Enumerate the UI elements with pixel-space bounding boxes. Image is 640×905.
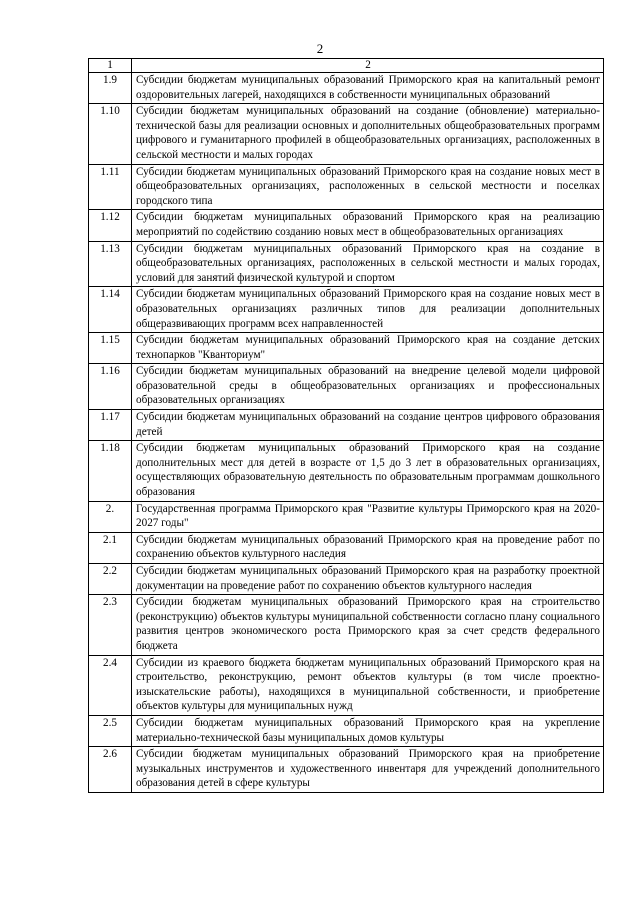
row-number: 1.14 [89, 287, 132, 333]
table-row [89, 441, 604, 501]
row-description: Субсидии бюджетам муниципальных образований на внедрение целевой модели цифровой образовательной среды в общеобразовательных организациях и профессиональных образовательных организациях [132, 364, 604, 410]
table-row [89, 164, 604, 210]
row-number: 2.1 [89, 532, 132, 563]
table-row [89, 715, 604, 746]
table-row [89, 364, 604, 410]
row-description: Субсидии бюджетам муниципальных образований Приморского края на разработку проектной документации на проведение работ по сохранению объектов культурного наследия [132, 564, 604, 595]
row-description: Субсидии бюджетам муниципальных образований на создание (обновление) материально-технической базы для реализации основных и дополнительных общеобразовательных программ цифрового и гуманитарного профилей в общеобразовательных организациях, расположенных в сельской местности и малых городах [132, 104, 604, 164]
row-description: Субсидии бюджетам муниципальных образований Приморского края на создание новых мест в общеобразовательных организациях, расположенных в сельской местности и поселках городского типа [132, 164, 604, 210]
table-row [89, 333, 604, 364]
row-number: 1.13 [89, 241, 132, 287]
column-header-1: 1 [89, 59, 132, 73]
row-number: 2.5 [89, 715, 132, 746]
row-number: 2.6 [89, 747, 132, 793]
row-description: Субсидии бюджетам муниципальных образований на создание центров цифрового образования детей [132, 410, 604, 441]
row-number: 2.3 [89, 595, 132, 655]
table-header-row [89, 59, 604, 73]
subsidies-table [88, 58, 604, 793]
page-number: 2 [316, 41, 324, 56]
table-row [89, 104, 604, 164]
row-number: 1.15 [89, 333, 132, 364]
row-description: Субсидии бюджетам муниципальных образований Приморского края на капитальный ремонт оздоровительных лагерей, находящихся в собственности муниципальных образований [132, 73, 604, 104]
row-number: 1.18 [89, 441, 132, 501]
row-number: 1.16 [89, 364, 132, 410]
row-number: 2. [89, 501, 132, 532]
table-row [89, 287, 604, 333]
row-description: Субсидии бюджетам муниципальных образований Приморского края на реализацию мероприятий по содействию созданию новых мест в общеобразовательных организациях [132, 210, 604, 241]
row-description: Субсидии бюджетам муниципальных образований Приморского края на создание в общеобразовательных организациях, расположенных в сельской местности и малых городах, условий для занятий физической культурой и спортом [132, 241, 604, 287]
row-description: Субсидии бюджетам муниципальных образований Приморского края на создание детских технопарков "Кванториум" [132, 333, 604, 364]
table-row [89, 655, 604, 715]
table-row [89, 595, 604, 655]
table-row [89, 501, 604, 532]
table-row [89, 532, 604, 563]
row-description: Субсидии бюджетам муниципальных образований Приморского края на приобретение музыкальных инструментов и художественного инвентаря для учреждений дополнительного образования детей в сфере культуры [132, 747, 604, 793]
table-row [89, 241, 604, 287]
row-description: Государственная программа Приморского края "Развитие культуры Приморского края на 2020-2027 годы" [132, 501, 604, 532]
row-number: 1.9 [89, 73, 132, 104]
row-number: 1.12 [89, 210, 132, 241]
table-row [89, 564, 604, 595]
row-number: 1.17 [89, 410, 132, 441]
row-number: 2.4 [89, 655, 132, 715]
table-row [89, 410, 604, 441]
column-header-2: 2 [132, 59, 604, 73]
table-row [89, 73, 604, 104]
table-row [89, 747, 604, 793]
row-number: 1.10 [89, 104, 132, 164]
row-description: Субсидии бюджетам муниципальных образований Приморского края на создание дополнительных мест для детей в возрасте от 1,5 до 3 лет в образовательных организациях, осуществляющих образовательную деятельность по образовательным программам дошкольного образования [132, 441, 604, 501]
row-description: Субсидии бюджетам муниципальных образований Приморского края на создание новых мест в образовательных организациях различных типов для реализации дополнительных общеразвивающих программ всех направленностей [132, 287, 604, 333]
row-number: 2.2 [89, 564, 132, 595]
row-description: Субсидии бюджетам муниципальных образований Приморского края на укрепление материально-технической базы муниципальных домов культуры [132, 715, 604, 746]
row-description: Субсидии бюджетам муниципальных образований Приморского края на проведение работ по сохранению объектов культурного наследия [132, 532, 604, 563]
table-row [89, 210, 604, 241]
row-number: 1.11 [89, 164, 132, 210]
row-description: Субсидии из краевого бюджета бюджетам муниципальных образований Приморского края на строительство, реконструкцию, ремонт объектов культуры (в том числе проектно-изыскательские работы), находящихся в муниципальной собственности, и приобретение объектов культуры для муниципальных нужд [132, 655, 604, 715]
row-description: Субсидии бюджетам муниципальных образований Приморского края на строительство (реконструкцию) объектов культуры муниципальной собственности согласно плану социального развития центров экономического роста Приморского края за счет средств федерального бюджета [132, 595, 604, 655]
